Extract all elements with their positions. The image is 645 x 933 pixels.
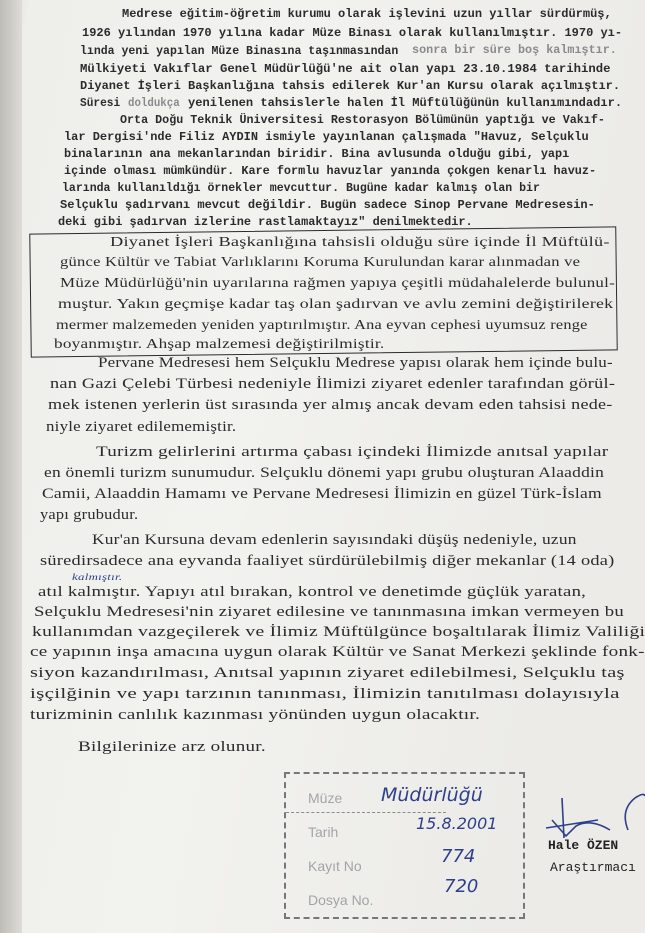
text-line: lar Dergisi'nde Filiz AYDIN ismiyle yayınlanan çalışmada "Havuz, Selçuklu [64, 130, 589, 144]
text-line: içinde olması mümkündür. Kare formlu havuzlar yanında çokgen kenarlı havuz- [64, 164, 597, 178]
text-line: niyle ziyaret edilememiştir. [46, 419, 237, 435]
text-line: boyanmıştır. Ahşap malzemesi değiştirilmiştir. [54, 337, 385, 352]
stamp-value: 774 [441, 846, 476, 867]
text-line: süredirsadece ana eyvanda faaliyet sürdürülebilmiş diğer mekanlar (14 oda) [40, 553, 615, 569]
text-line: Orta Doğu Teknik Üniversitesi Restorasyon Bölümünün yaptığı ve Vakıf- [120, 113, 605, 127]
stamp-label: Tarih [308, 824, 339, 840]
text-line: yenilenen tahsislerle halen İl Müftülüğünün kullanımındadır. [188, 96, 623, 110]
registry-stamp [284, 772, 525, 919]
text-line: Pervane Medresesi hem Selçuklu Medrese yapısı olarak hem içinde bulu- [98, 355, 613, 371]
stamp-value: 720 [444, 876, 479, 897]
text-line: Diyanet İşleri Başkanlığına tahsisli olduğu süre içinde İl Müftülü- [110, 235, 610, 250]
text-line: Müze Müdürlüğü'nin uyarılarına rağmen yapıya çeşitli müdahalelerde bulunul- [60, 276, 615, 291]
text-line: lında yeni yapılan Müze Binasına taşınmasından [80, 44, 399, 58]
text-line: binalarının ana mekanlarından biridir. Bina avlusunda olduğu gibi, yapı [64, 147, 570, 161]
text-line: Selçuklu Medresesi'nin ziyaret edilesine ve tanınmasına imkan vermeyen bu [34, 604, 624, 620]
text-line: turizminin canlılık kazınması yönünden uygun olacaktır. [30, 707, 481, 723]
text-line: Kur'an Kursuna devam edenlerin sayısındaki düşüş nedeniyle, uzun [92, 532, 577, 548]
text-line: Camii, Alaaddin Hamamı ve Pervane Medresesi İlimizin en güzel Türk-İslam [42, 486, 602, 502]
signer-title: Araştırmacı [550, 860, 636, 875]
text-line: siyon kazandırılması, Anıtsal yapının ziyaret edilebilmesi, Selçuklu taş [30, 665, 625, 681]
stamp-label: Müze [308, 790, 343, 806]
text-line: deki gibi şadırvan izlerine rastlamaktayız" denilmektedir. [58, 215, 473, 229]
text-line: 1926 yılından 1970 yılına kadar Müze Binası olarak kullanılmıştır. 1970 yı- [82, 26, 623, 40]
text-line-light: doldukça [128, 96, 180, 110]
text-line: larında kullanıldığı örnekler mevcuttur. Bugüne kadar kalmış olan bir [62, 181, 540, 195]
text-line: nan Gazi Çelebi Türbesi nedeniyle İlimizi ziyaret edenler tarafından görül- [50, 376, 616, 392]
text-line: mermer malzemeden yeniden yaptırılmıştır. Ana eyvan cephesi uyumsuz renge [56, 318, 588, 333]
text-line: muştur. Yakın geçmişe kadar taş olan şadırvan ve avlu zemini değiştirilerek [58, 297, 614, 312]
text-line: kullanımdan vazgeçilerek ve İlimiz Müftülgünce boşaltılarak İlimiz Valiliği [32, 624, 645, 640]
text-line: Turizm gelirlerini artırma çabası içindeki İlimizde anıtsal yapılar [96, 444, 609, 460]
closing-line: Bilgilerinize arz olunur. [78, 739, 266, 755]
text-line: günce Kültür ve Tabiat Varlıklarını Koruma Kurulundan karar alınmadan ve [60, 255, 581, 270]
stamp-value: 15.8.2001 [416, 814, 498, 833]
text-line: ce yapının inşa amacına uygun olarak Kültür ve Sanat Merkezi şeklinde fonk- [30, 644, 645, 660]
text-line: Medrese eğitim-öğretim kurumu olarak işlevini uzun yıllar sürdürmüş, [122, 7, 612, 21]
text-line: yapı grubudur. [40, 507, 139, 523]
text-line: işçilğinin ve yapı tarzının tanınması, İlimizin tanıtılması dolayısıyla [30, 686, 620, 702]
stamp-label: Kayıt No [308, 858, 362, 874]
handwritten-signature [540, 790, 645, 845]
stamp-value: Müdürlüğü [381, 784, 483, 806]
text-line: atıl kalmıştır. Yapıyı atıl bırakan, kontrol ve denetimde güçlük yaratan, [38, 584, 587, 600]
text-line: Diyanet İşleri Başkanlığına tahsis edilerek Kur'an Kursu olarak açılmıştır. [80, 79, 621, 93]
handwritten-insert: kalmıştır. [72, 572, 123, 582]
text-line: en önemli turizm sunumudur. Selçuklu dönemi yapı grubu oluşturan Alaaddin [44, 465, 605, 481]
text-line: mek istenen yerlerin üst sırasında yer almış ancak devam eden tahsisi nede- [48, 397, 613, 413]
stamp-divider [286, 812, 446, 813]
stamp-label: Dosya No. [308, 892, 374, 908]
signer-name: Hale ÖZEN [548, 838, 619, 853]
text-line: Süresi [80, 96, 121, 110]
page-edge-shadow [0, 0, 22, 933]
text-line-light: sonra bir süre boş kalmıştır. [412, 43, 617, 57]
text-line: Mülkiyeti Vakıflar Genel Müdürlüğü'ne ait olan yapı 23.10.1984 tarihinde [80, 62, 611, 76]
text-line: Selçuklu şadırvanı mevcut değildir. Bugün sadece Sinop Pervane Medresesin- [60, 198, 595, 212]
